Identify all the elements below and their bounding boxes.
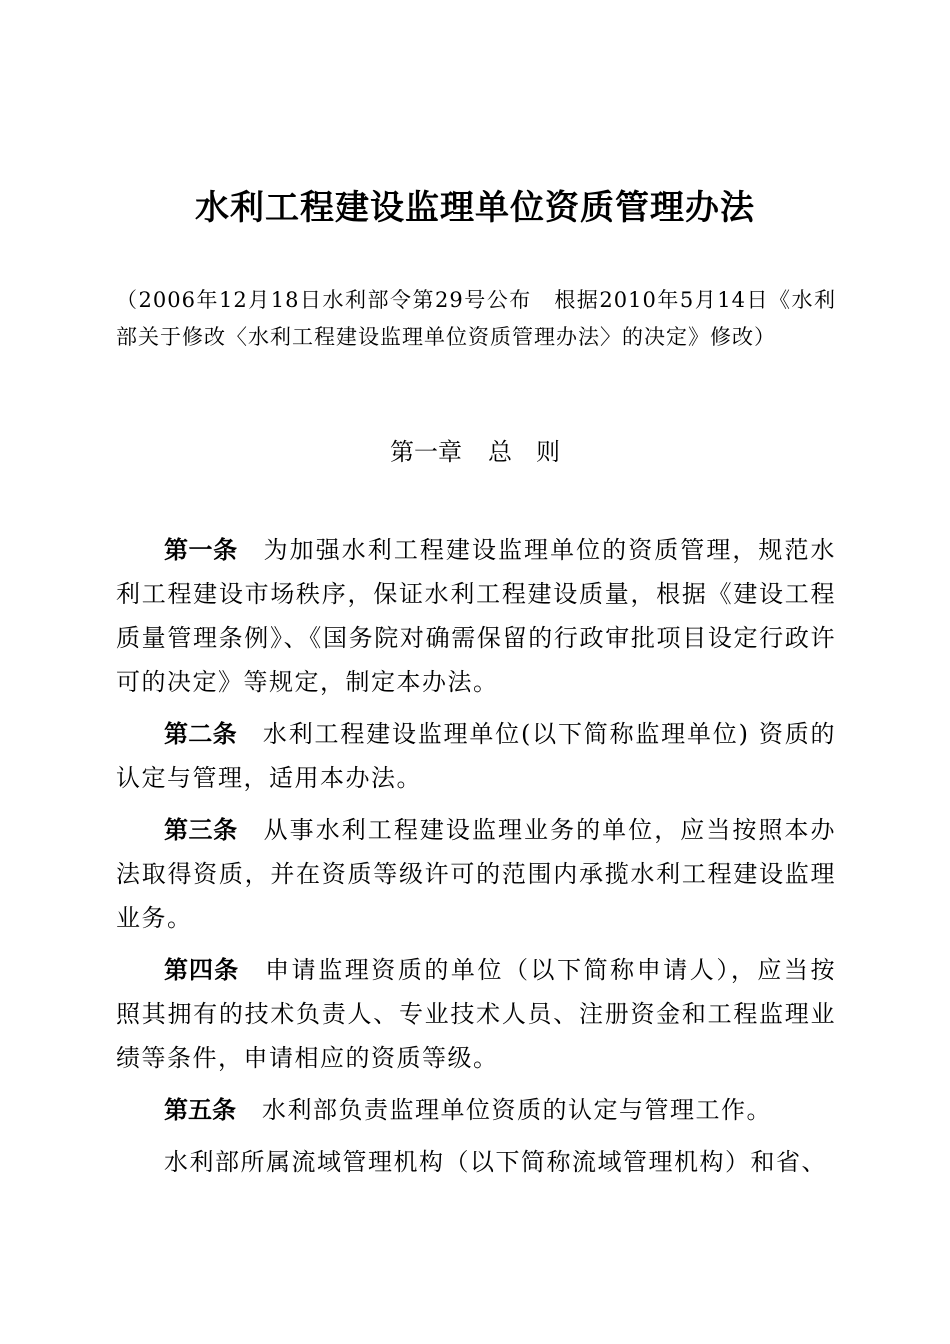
chapter-number: 第一章 [390, 438, 462, 466]
article-text: 从事水利工程建设监理业务的单位，应当按照本办法取得资质，并在资质等级许可的范围内承揽水利工程建设监理业务。 [116, 816, 836, 932]
article-list [116, 528, 836, 1192]
article-4 [116, 948, 836, 1080]
article-label: 第一条 [164, 536, 238, 564]
chapter-name: 总 则 [488, 438, 560, 466]
article-text: 水利部负责监理单位资质的认定与管理工作。 [262, 1096, 772, 1124]
article-5 [116, 1088, 836, 1132]
document-title: 水利工程建设监理单位资质管理办法 [195, 188, 755, 228]
article-1 [116, 528, 836, 704]
article-text: 水利工程建设监理单位(以下简称监理单位) 资质的认定与管理，适用本办法。 [116, 720, 836, 792]
article-label: 第二条 [164, 720, 237, 748]
source-note: （2006年12月18日水利部令第29号公布 根据2010年5月14日《水利部关于修改〈水利工程建设监理单位资质管理办法〉的决定》修改） [116, 288, 836, 349]
chapter-heading [0, 432, 950, 467]
article-2 [116, 712, 836, 800]
article-continuation: 水利部所属流域管理机构（以下简称流域管理机构）和省、 [164, 1148, 827, 1176]
article-text: 申请监理资质的单位（以下简称申请人），应当按照其拥有的技术负责人、专业技术人员、注册资金和工程监理业绩等条件，申请相应的资质等级。 [116, 956, 836, 1072]
article-label: 第三条 [164, 816, 238, 844]
article-3 [116, 808, 836, 940]
article-label: 第四条 [164, 956, 240, 984]
article-label: 第五条 [164, 1096, 236, 1124]
article-text: 为加强水利工程建设监理单位的资质管理，规范水利工程建设市场秩序，保证水利工程建设质量，根据《建设工程质量管理条例》、《国务院对确需保留的行政审批项目设定行政许可的决定》等规定，制定本办法。 [116, 536, 836, 696]
